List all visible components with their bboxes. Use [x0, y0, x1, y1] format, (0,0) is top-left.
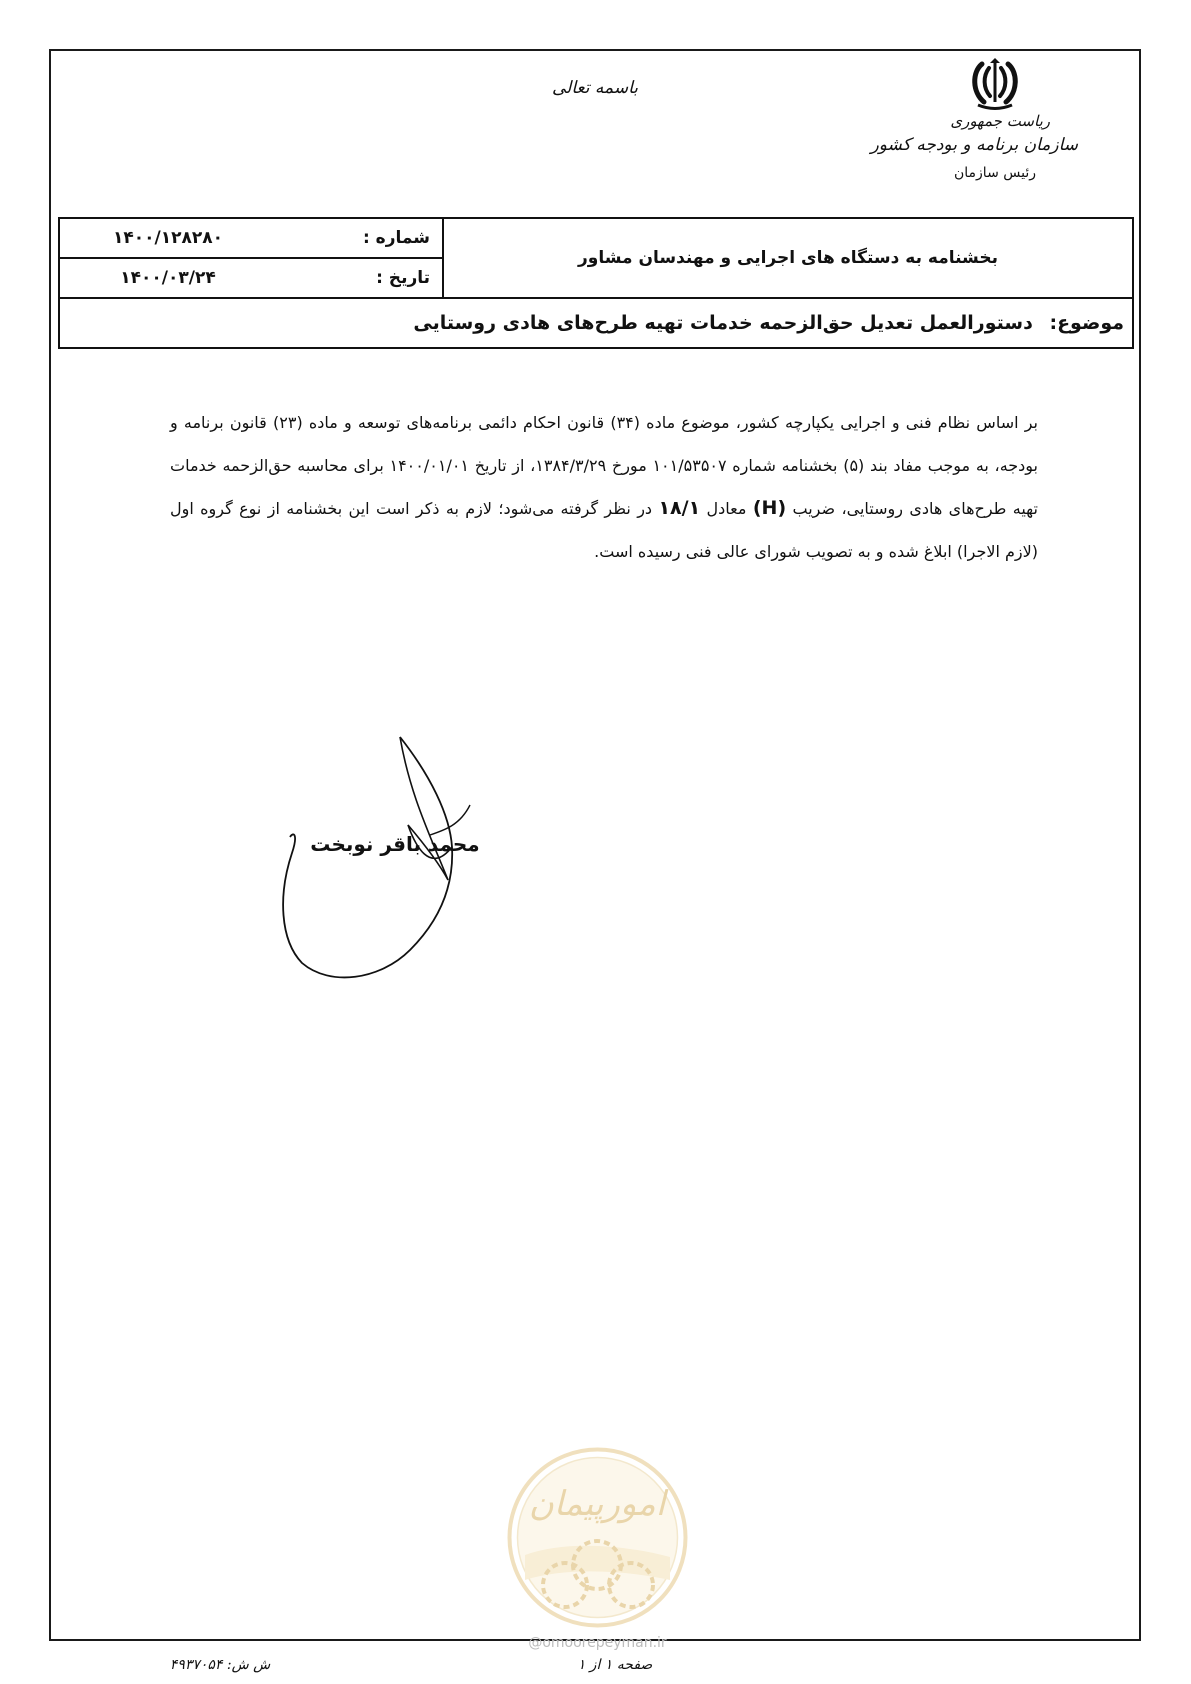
- letter-number-cell: [59, 218, 443, 258]
- subject-label: موضوع:: [1049, 312, 1124, 334]
- letter-date-value: ۱۴۰۰/۰۳/۲۴: [120, 268, 216, 288]
- signer-name: محمد باقر نوبخت: [310, 832, 480, 856]
- subject-text: دستورالعمل تعدیل حق‌الزحمه خدمات تهیه طرح‌های هادی روستایی: [413, 312, 1033, 334]
- letter-number-value: ۱۴۰۰/۱۲۸۲۸۰: [113, 228, 223, 248]
- letter-number-label: شماره :: [362, 228, 430, 248]
- omoorepeyman-watermark-logo-icon: [505, 1445, 690, 1630]
- org-presidency: ریاست جمهوری: [950, 112, 1050, 130]
- footer-page-number: صفحه ۱ از ۱: [577, 1657, 653, 1673]
- handwritten-signature-icon: [280, 735, 490, 990]
- iran-emblem-icon: [968, 58, 1022, 112]
- coefficient-symbol: (H): [752, 497, 787, 519]
- body-part-3: در نظر گرفته می‌شود؛ لازم به ذکر است این بخشنامه از نوع گروه اول (لازم الاجرا) ابلاغ شده و به تصویب شورای عالی فنی رسیده است.: [170, 499, 1038, 561]
- letter-date-label: تاریخ :: [376, 268, 430, 288]
- body-part-2: معادل: [706, 499, 747, 518]
- watermark-url: @omoorepeyman.ir: [528, 1635, 667, 1651]
- org-head-title: رئیس سازمان: [954, 165, 1036, 181]
- invocation-heading: باسمه تعالی: [552, 78, 638, 98]
- subject-cell: [59, 298, 1133, 348]
- recipient-cell: بخشنامه به دستگاه های اجرایی و مهندسان مشاور: [443, 218, 1133, 298]
- letter-body: [170, 402, 1038, 573]
- letter-meta-table: [58, 217, 1134, 349]
- body-part-1: بر اساس نظام فنی و اجرایی یکپارچه کشور، موضوع ماده (۳۴) قانون احکام دائمی برنامه‌های توسعه و ماده (۲۳) قانون برنامه و بودجه، به موجب مفاد بند (۵) بخشنامه شماره ۱۰۱/۵۳۵۰۷ مورخ ۱۳۸۴/۳/۲۹، از تاریخ ۱۴۰۰/۰۱/۰۱ برای محاسبه حق‌الزحمه خدمات تهیه طرح‌های هادی روستایی، ضریب: [170, 413, 1039, 518]
- footer-doc-code: ش ش: ۴۹۳۷۰۵۴: [169, 1657, 271, 1673]
- org-name: سازمان برنامه و بودجه کشور: [870, 135, 1078, 155]
- coefficient-value: ۱۸/۱: [658, 497, 701, 519]
- watermark-logo-text: امورپیمان: [528, 1484, 666, 1524]
- letter-date-cell: [59, 258, 443, 298]
